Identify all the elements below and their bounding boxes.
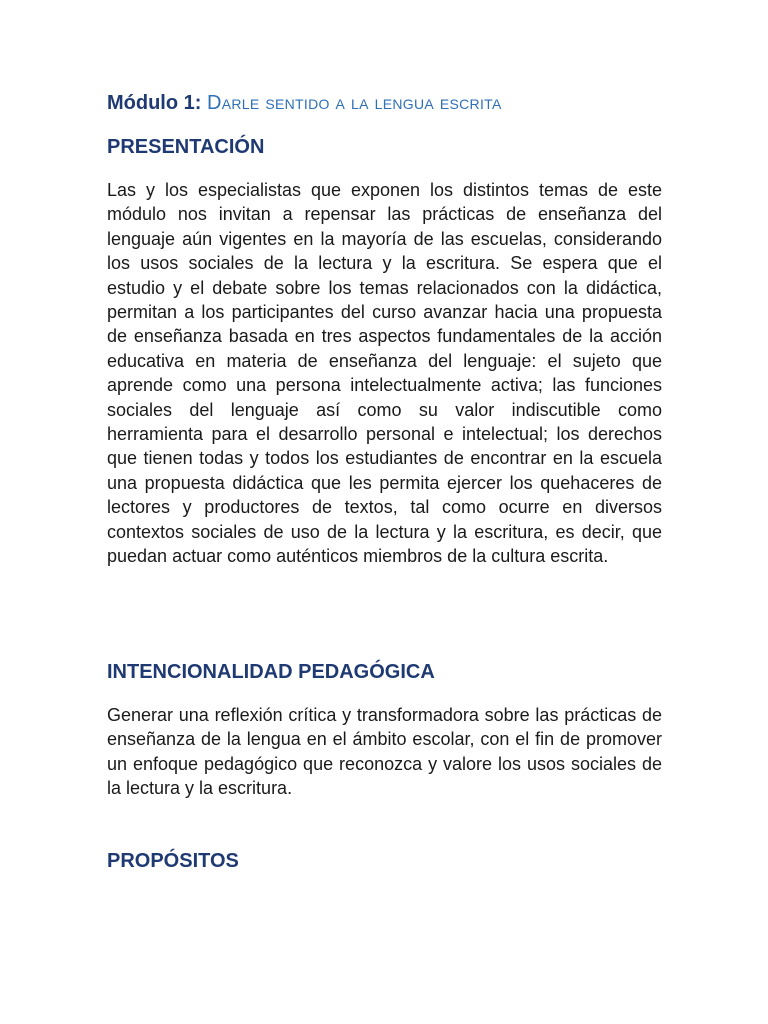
heading-presentacion: PRESENTACIÓN [107,136,265,158]
module-label: Módulo 1: [107,92,207,114]
paragraph-intencionalidad: Generar una reflexión crítica y transformadora sobre las prácticas de enseñanza de la lengua en el ámbito escolar, con el fin de promover un enfoque pedagógico que reconozca y valore los usos sociales de la lectura y la escritura. [107,705,662,799]
heading-propositos: PROPÓSITOS [107,850,239,872]
module-title [107,92,502,115]
paragraph-presentacion: Las y los especialistas que exponen los distintos temas de este módulo nos invitan a repensar las prácticas de enseñanza del lenguaje aún vigentes en la mayoría de las escuelas, considerando los usos sociales de la lectura y la escritura. Se espera que el estudio y el debate sobre los temas relacionados con la didáctica, permitan a los participantes del curso avanzar hacia una propuesta de enseñanza basada en tres aspectos fundamentales de la acción educativa en materia de enseñanza del lenguaje: el sujeto que aprende como una persona intelectualmente activa; las funciones sociales del lenguaje así como su valor indiscutible como herramienta para el desarrollo personal e intelectual; los derechos que tienen todas y todos los estudiantes de encontrar en la escuela una propuesta didáctica que les permita ejercer los quehaceres de lectores y productores de textos, tal como ocurre en diversos contextos sociales de uso de la lectura y la escritura, es decir, que puedan actuar como auténticos miembros de la cultura escrita. [107,180,662,567]
module-subtitle: Darle sentido a la lengua escrita [206,92,502,114]
heading-intencionalidad: INTENCIONALIDAD PEDAGÓGICA [107,661,435,683]
